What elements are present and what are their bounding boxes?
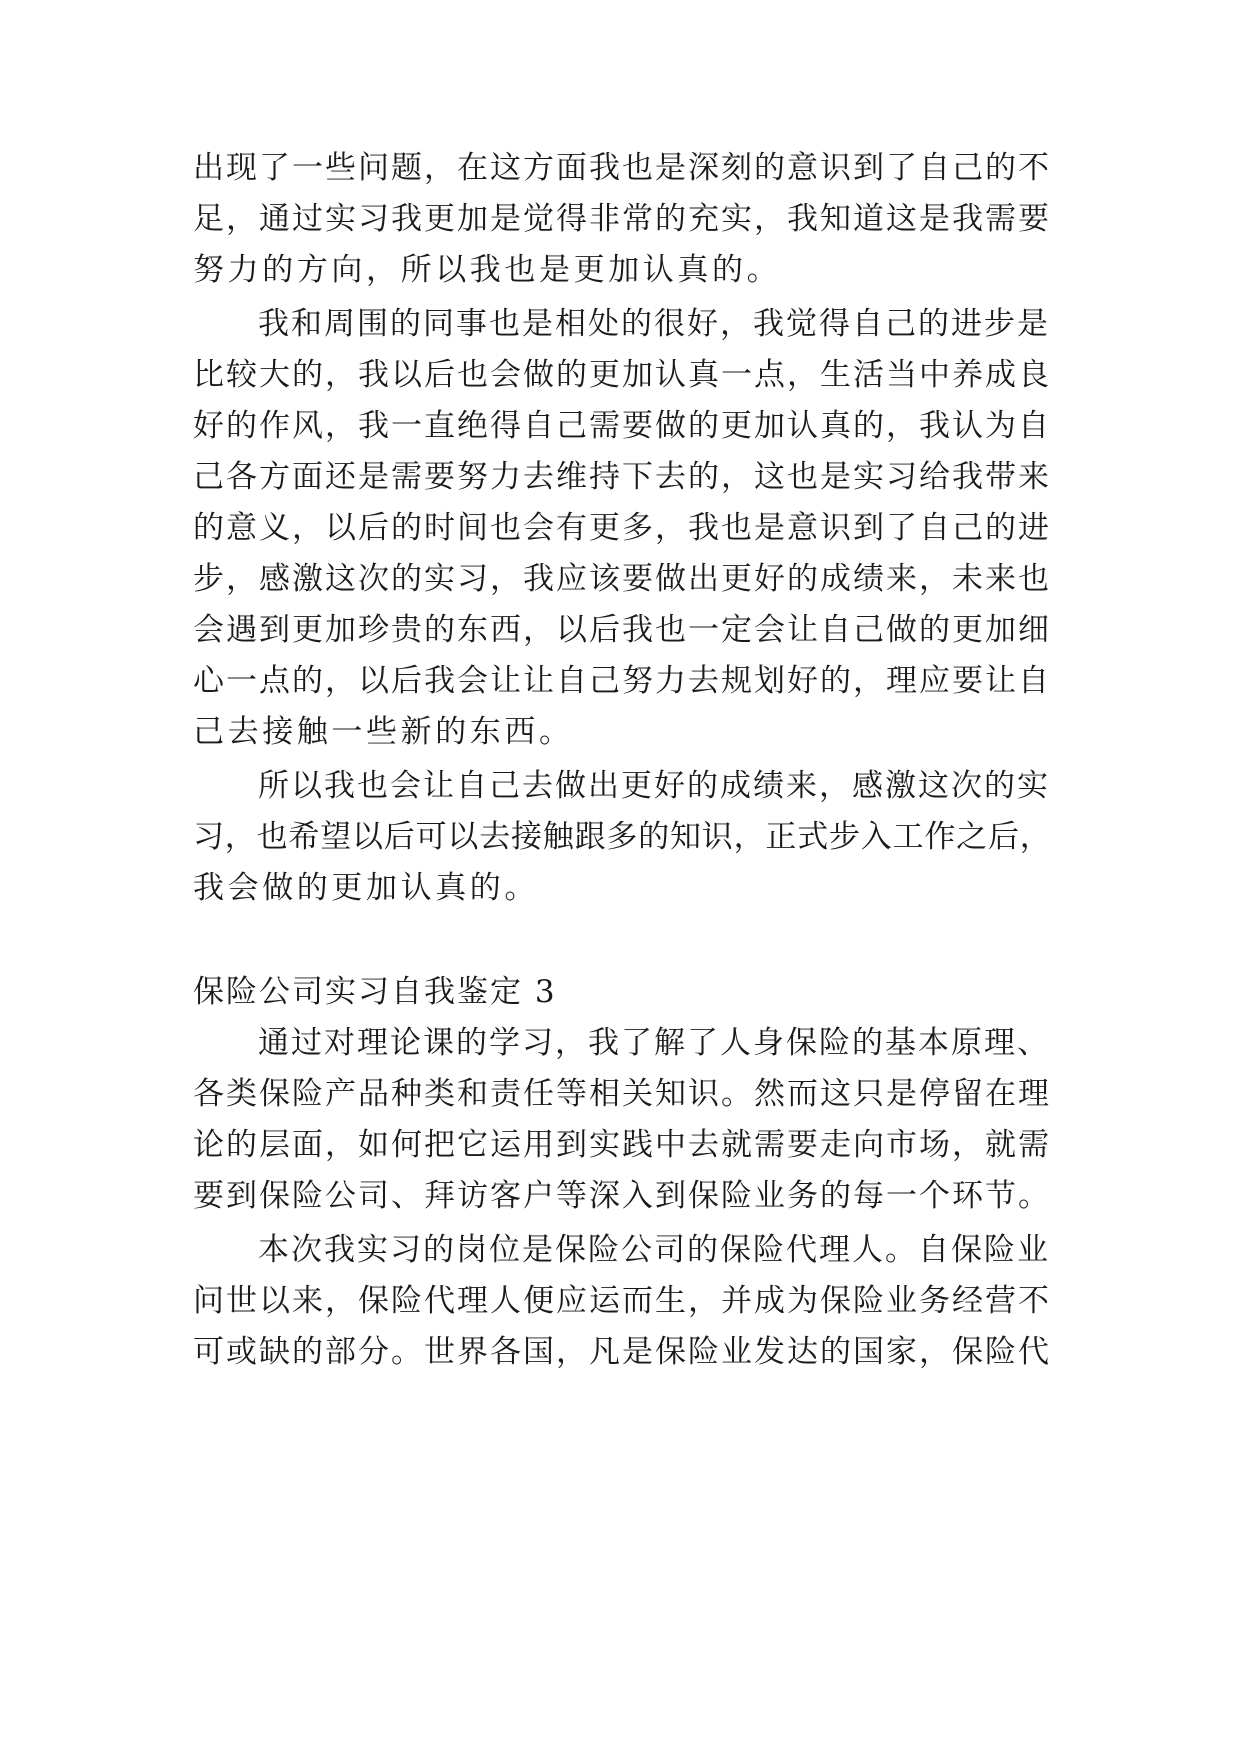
paragraph-2-line-8: 心一点的，以后我会让让自己努力去规划好的，理应要让自 [193,663,1051,699]
paragraph-2-line-3: 好的作风，我一直绝得自己需要做的更加认真的，我认为自 [193,408,1051,444]
paragraph-5-line-2: 问世以来，保险代理人便应运而生，并成为保险业务经营不 [193,1283,1051,1319]
paragraph-1-line-3: 努力的方向，所以我也是更加认真的。 [193,252,782,288]
paragraph-2-line-5: 的意义，以后的时间也会有更多，我也是意识到了自己的进 [193,510,1051,546]
paragraph-3-line-3: 我会做的更加认真的。 [193,870,539,906]
paragraph-2-line-2: 比较大的，我以后也会做的更加认真一点，生活当中养成良 [193,357,1051,393]
paragraph-1-line-2: 足，通过实习我更加是觉得非常的充实，我知道这是我需要 [193,201,1051,237]
section-heading: 保险公司实习自我鉴定 3 [193,974,557,1010]
paragraph-2-line-6: 步，感激这次的实习，我应该要做出更好的成绩来，未来也 [193,561,1051,597]
paragraph-4-line-3: 论的层面，如何把它运用到实践中去就需要走向市场，就需 [193,1127,1051,1163]
paragraph-3-line-2: 习，也希望以后可以去接触跟多的知识，正式步入工作之后， [193,819,1052,855]
paragraph-4-line-4: 要到保险公司、拜访客户等深入到保险业务的每一个环节。 [193,1178,1051,1214]
paragraph-1-line-1: 出现了一些问题，在这方面我也是深刻的意识到了自己的不 [193,150,1051,186]
paragraph-2-line-7: 会遇到更加珍贵的东西，以后我也一定会让自己做的更加细 [193,612,1051,648]
paragraph-2-line-4: 己各方面还是需要努力去维持下去的，这也是实习给我带来 [193,459,1051,495]
paragraph-5-line-3: 可或缺的部分。世界各国，凡是保险业发达的国家，保险代 [193,1334,1051,1370]
paragraph-2-line-9: 己去接触一些新的东西。 [193,714,574,750]
paragraph-4-line-2: 各类保险产品种类和责任等相关知识。然而这只是停留在理 [193,1076,1051,1112]
paragraph-5-line-1: 本次我实习的岗位是保险公司的保险代理人。自保险业 [258,1232,1050,1268]
paragraph-2-line-1: 我和周围的同事也是相处的很好，我觉得自己的进步是 [258,306,1050,342]
paragraph-3-line-1: 所以我也会让自己去做出更好的成绩来，感激这次的实 [258,768,1050,804]
paragraph-4-line-1: 通过对理论课的学习，我了解了人身保险的基本原理、 [258,1025,1050,1061]
